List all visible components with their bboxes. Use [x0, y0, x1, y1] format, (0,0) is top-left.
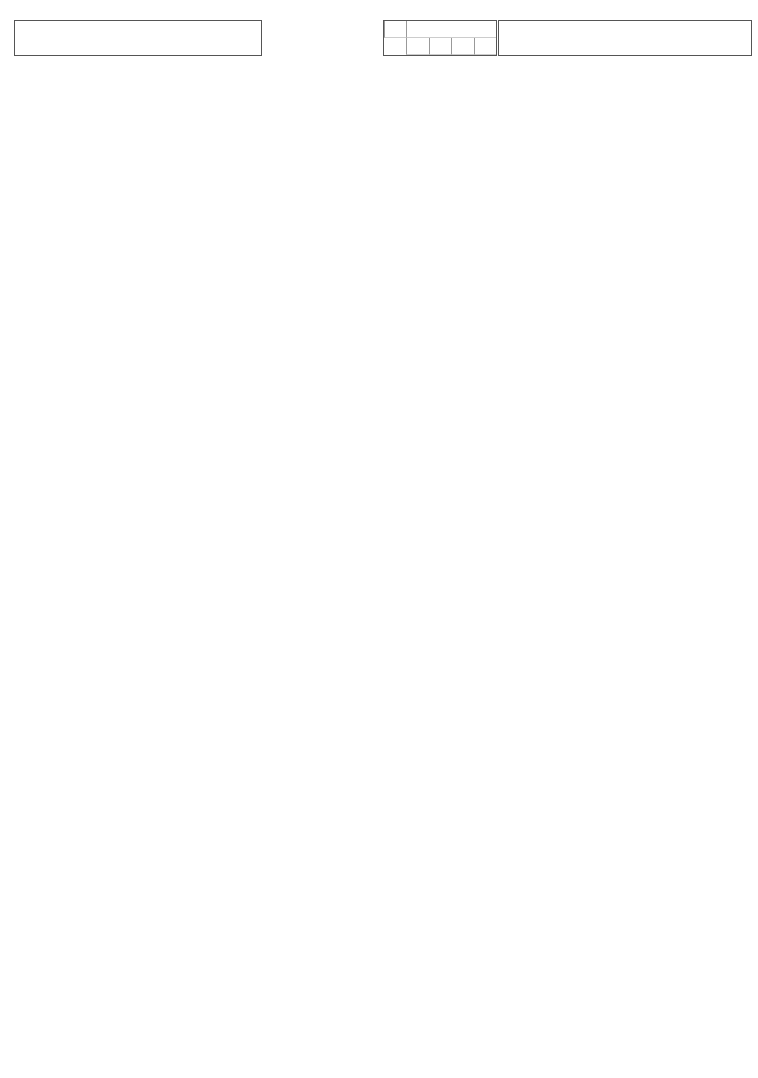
alphabet-index-mid — [383, 20, 497, 56]
alpha-letter[interactable] — [406, 38, 428, 55]
alpha-letter[interactable] — [429, 38, 451, 55]
brand-subtitle — [406, 21, 496, 38]
alpha-letter[interactable] — [384, 21, 406, 38]
title-box — [498, 20, 752, 56]
alphabet-index — [14, 20, 262, 56]
alpha-letter[interactable] — [451, 38, 473, 55]
preview-watermark — [99, 397, 681, 542]
alpha-letter[interactable] — [474, 38, 496, 55]
